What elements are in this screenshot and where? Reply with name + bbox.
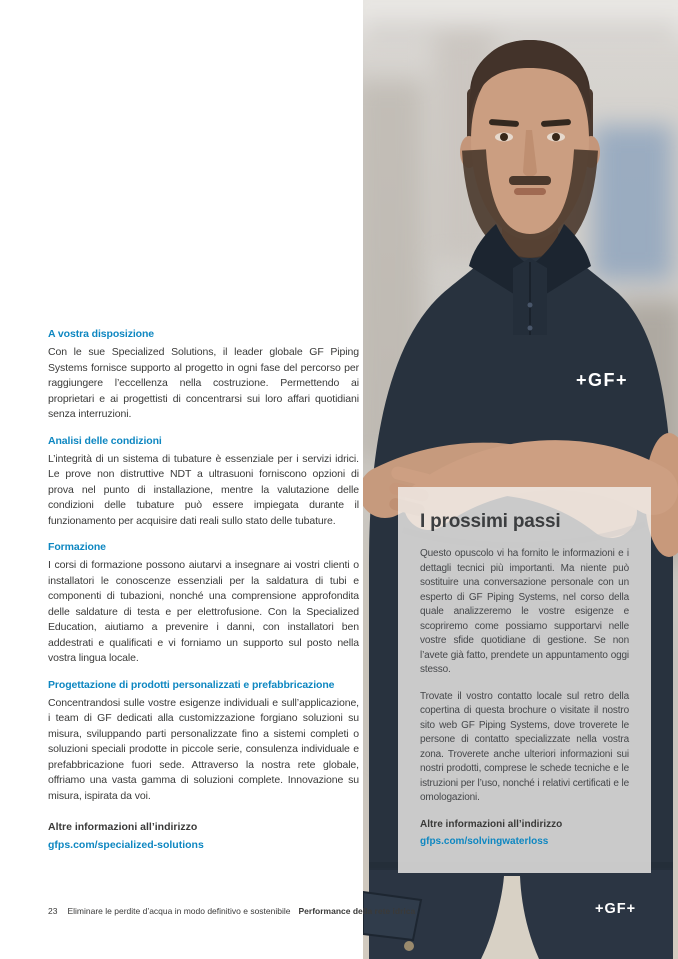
section-analisi (48, 435, 359, 530)
more-info-block (48, 820, 359, 853)
page-number: 23 (48, 906, 58, 916)
more-info-label: Altre informazioni all’indirizzo (420, 818, 563, 830)
gf-shirt-logo: +GF+ (576, 370, 629, 390)
section-body: Con le sue Specialized Solutions, il leader globale GF Piping Systems fornisce supporto al progetto in ogni fase del percorso per raggiungere l’eccellenza nella costruzione. Permettendo ai proprietari e ai progettisti di concentrarsi sui loro affari quotidiani senza interruzioni. (48, 346, 359, 420)
section-heading: A vostra disposizione (48, 328, 155, 340)
specialized-solutions-link[interactable]: gfps.com/specialized-solutions (48, 839, 204, 851)
next-steps-panel (398, 487, 651, 873)
section-progettazione (48, 679, 359, 805)
solvingwaterloss-link[interactable]: gfps.com/solvingwaterloss (420, 835, 549, 847)
section-body: L’integrità di un sistema di tubature è essenziale per i servizi idrici. Le prove non distruttive NDT a ultrasuoni forniscono opzioni di prova nel punto di installazione, mentre la valutazione delle condizioni delle tubature può essere impiegata durante il funzionamento per acquisire dati reali sullo stato delle tubature. (48, 452, 359, 527)
left-text-column (48, 328, 359, 853)
worker-face (460, 40, 600, 246)
section-formazione (48, 541, 359, 667)
next-steps-title: I prossimi passi (420, 511, 561, 532)
section-body: I corsi di formazione possono aiutarvi a insegnare ai vostri clienti o installatori le conoscenze essenziali per la saldatura di tubi e componenti di tubazioni, nonché una comprensione approfondita delle saldature di testa e per elettrofusione. Con la Specialized Education, aiutiamo a prevenire i danni, con installatori ben addestrati e qualificati e vi forniamo un supporto sul posto nella vostra lingua locale. (48, 559, 359, 664)
footer-doc-title: Eliminare le perdite d’acqua in modo definitivo e sostenibile (67, 906, 291, 916)
section-body: Concentrandosi sulle vostre esigenze individuali e sull’applicazione, i team di GF dedicati alla customizzazione forgiano soluzioni su misura, sviluppando parti personalizzate fino a sistemi completi o soluzioni speciali prodotte in piccole serie, consulenza individuale e prefabbricazione fuori sede. Attraverso la nostra rete globale, offriamo una vasta gamma di soluzioni complete. Innovazione su misura, ispirata da voi. (48, 696, 359, 802)
more-info-label: Altre informazioni all’indirizzo (48, 821, 198, 833)
next-steps-paragraph: Trovate il vostro contatto locale sul retro della copertina di questa brochure o visitate il nostro sito web GF Piping Systems, dove troverete le persone di contatto specializzate nella vostra zona. Troverete anche ulteriori informazioni sui nostri prodotti, comprese le schede tecniche e le istruzioni per l’uso, nonché i relativi certificati e le omologazioni. (420, 690, 629, 803)
section-heading: Progettazione di prodotti personalizzati e prefabbricazione (48, 678, 335, 691)
gf-corner-logo: +GF+ (595, 901, 637, 917)
footer-section-title: Performance della rete idrica (298, 906, 416, 916)
section-heading: Analisi delle condizioni (48, 434, 162, 447)
next-steps-paragraph: Questo opuscolo vi ha fornito le informazioni e i dettagli tecnici più importanti. Ma niente può sostituire una conversazione personale con un esperto di GF Piping Systems, nel corso della quale analizzeremo le vostre esigenze e scopriremo come possiamo supportarvi nelle vostre sfide quotidiane di gestione. Se non l’avete già fatto, prendete un appuntamento oggi stesso. (420, 548, 629, 675)
section-heading: Formazione (48, 541, 106, 553)
page-footer (48, 906, 416, 916)
section-disposizione (48, 328, 359, 423)
